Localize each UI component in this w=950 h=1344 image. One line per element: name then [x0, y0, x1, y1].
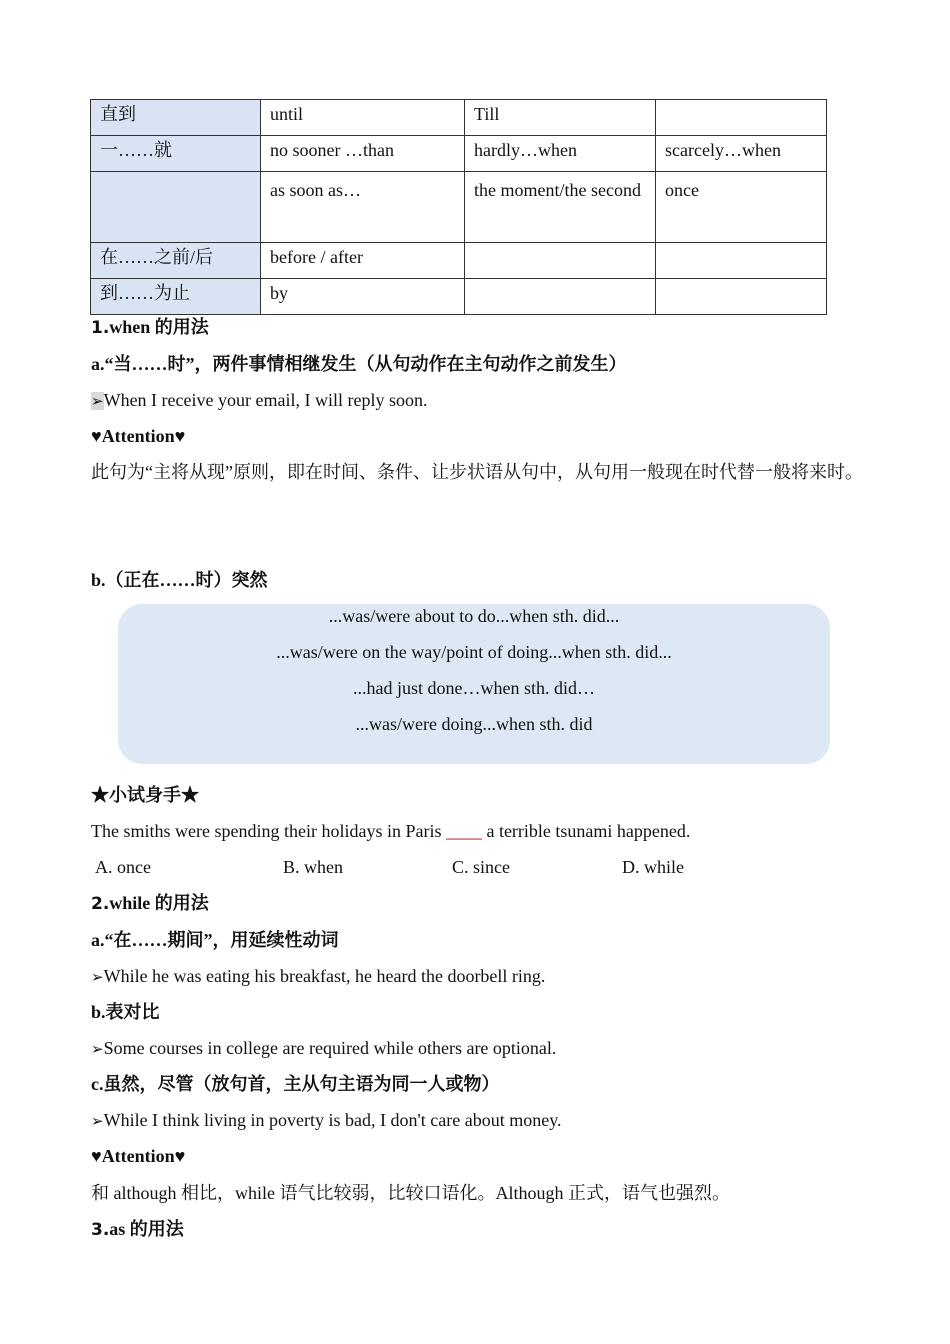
pattern-line: ...was/were doing...when sth. did: [355, 714, 593, 734]
answer-blank[interactable]: ____: [445, 821, 482, 841]
section-2-attention-text: 和 although 相比，while 语气比较弱，比较口语化。Although 正式，语气也强烈。: [91, 1183, 730, 1203]
table-cell: [465, 243, 656, 279]
arrow-bullet-icon: ➢: [91, 1040, 104, 1058]
table-cell: before / after: [261, 243, 465, 279]
section-2-heading: 2.while 的用法: [91, 893, 209, 914]
table-cell: [656, 279, 827, 315]
section-2a-example: ➢While he was eating his breakfast, he heard the doorbell ring.: [91, 966, 546, 986]
pattern-line: ...was/were on the way/point of doing...when sth. did...: [276, 642, 672, 662]
table-cell: hardly…when: [465, 136, 656, 172]
arrow-bullet-icon: ➢: [91, 392, 104, 410]
table-cell: until: [261, 100, 465, 136]
pattern-line: ...had just done…when sth. did…: [353, 678, 595, 698]
section-2b-label: b.表对比: [91, 1002, 160, 1022]
table-cell: scarcely…when: [656, 136, 827, 172]
table-cell-meaning: 到……为止: [91, 279, 261, 315]
table-row: [91, 279, 827, 315]
table-cell-meaning: 一……就: [91, 136, 261, 172]
arrow-bullet-icon: ➢: [91, 968, 104, 986]
quiz-option-c[interactable]: C. since: [452, 857, 510, 877]
table-cell: Till: [465, 100, 656, 136]
table-row: [91, 172, 827, 243]
table-cell: as soon as…: [261, 172, 465, 243]
section-2c-example: ➢While I think living in poverty is bad, I don't care about money.: [91, 1110, 562, 1130]
section-2c-label: c.虽然，尽管（放句首，主从句主语为同一人或物）: [91, 1074, 500, 1094]
section-2b-example: ➢Some courses in college are required while others are optional.: [91, 1038, 557, 1058]
quiz-title: ★小试身手★: [91, 785, 199, 805]
section-1-attention-text: 此句为“主将从现”原则，即在时间、条件、让步状语从句中，从句用一般现在时代替一般将来时。: [91, 462, 863, 482]
pattern-box: [118, 604, 830, 764]
table-cell-meaning: [91, 172, 261, 243]
table-row: [91, 136, 827, 172]
pattern-line: ...was/were about to do...when sth. did...: [328, 606, 620, 626]
quiz-option-d[interactable]: D. while: [622, 857, 684, 877]
quiz-question: The smiths were spending their holidays in Paris ____ a terrible tsunami happened.: [91, 821, 691, 841]
arrow-bullet-icon: ➢: [91, 1112, 104, 1130]
table-row: [91, 100, 827, 136]
table-cell: the moment/the second: [465, 172, 656, 243]
quiz-option-b[interactable]: B. when: [283, 857, 343, 877]
table-cell: by: [261, 279, 465, 315]
quiz-option-a[interactable]: A. once: [95, 857, 151, 877]
section-3-heading: 3.as 的用法: [91, 1219, 184, 1240]
table-cell-meaning: 在……之前/后: [91, 243, 261, 279]
section-1-heading: 1.when 的用法: [91, 317, 209, 338]
section-2-attention: ♥Attention♥: [91, 1146, 186, 1166]
section-1a-label: a.“当……时”，两件事情相继发生（从句动作在主句动作之前发生）: [91, 354, 627, 374]
section-1a-example: ➢When I receive your email, I will reply soon.: [91, 390, 428, 410]
table-cell: no sooner …than: [261, 136, 465, 172]
section-1-attention: ♥Attention♥: [91, 426, 186, 446]
conjunction-table: [90, 99, 827, 315]
section-1b-label: b.（正在……时）突然: [91, 570, 268, 590]
table-cell: once: [656, 172, 827, 243]
table-cell: [465, 279, 656, 315]
table-cell-meaning: 直到: [91, 100, 261, 136]
table-cell: [656, 100, 827, 136]
table-cell: [656, 243, 827, 279]
table-row: [91, 243, 827, 279]
section-2a-label: a.“在……期间”，用延续性动词: [91, 930, 339, 950]
